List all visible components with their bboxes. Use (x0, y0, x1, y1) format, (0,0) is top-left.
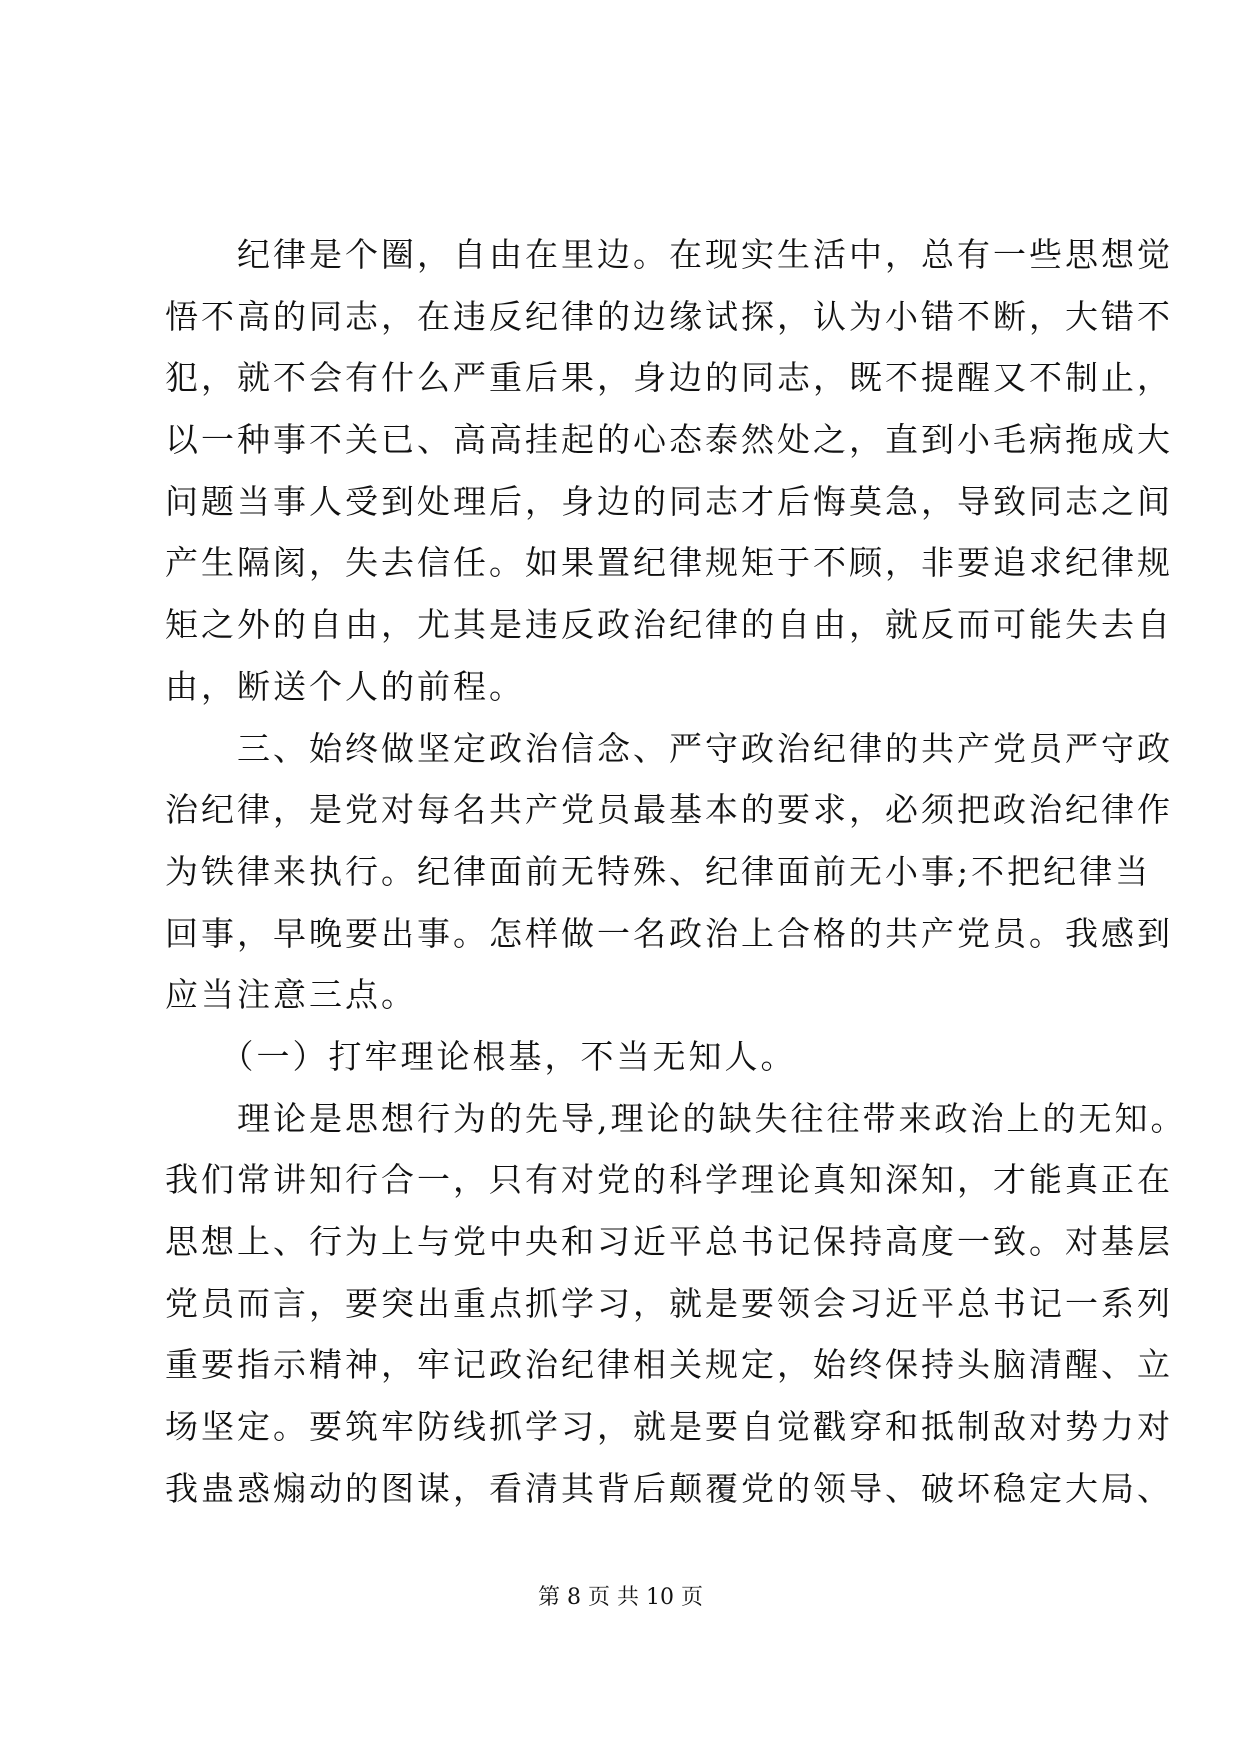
page-number-footer: 第 8 页 共 10 页 (538, 1585, 703, 1610)
text-line: 思想上、行为上与党中央和习近平总书记保持高度一致。对基层 (165, 1222, 1173, 1261)
text-line: 场坚定。要筑牢防线抓学习，就是要自觉戳穿和抵制敌对势力对 (165, 1407, 1173, 1447)
text-line: 党员而言，要突出重点抓学习，就是要领会习近平总书记一系列 (165, 1283, 1173, 1323)
text-line: 为铁律来执行。纪律面前无特殊、纪律面前无小事;不把纪律当 (165, 851, 1152, 891)
text-line: 我蛊惑煽动的图谋，看清其背后颠覆党的领导、破坏稳定大局、 (165, 1468, 1173, 1508)
text-line: 应当注意三点。 (165, 975, 417, 1015)
text-line: 产生隔阂，失去信任。如果置纪律规矩于不顾，非要追求纪律规 (165, 543, 1173, 583)
document-body (165, 224, 1187, 1519)
text-line: 重要指示精神，牢记政治纪律相关规定，始终保持头脑清醒、立 (165, 1345, 1173, 1385)
text-line: 纪律是个圈，自由在里边。在现实生活中，总有一些思想觉 (165, 235, 1173, 274)
text-line: 问题当事人受到处理后，身边的同志才后悔莫急，导致同志之间 (165, 481, 1173, 521)
text-line: 三、始终做坚定政治信念、严守政治纪律的共产党员严守政 (165, 728, 1173, 768)
text-line: 悟不高的同志，在违反纪律的边缘试探，认为小错不断，大错不 (165, 296, 1173, 336)
text-line: （一）打牢理论根基，不当无知人。 (165, 1036, 797, 1076)
text-line: 回事，早晚要出事。怎样做一名政治上合格的共产党员。我感到 (165, 913, 1173, 953)
text-line: 我们常讲知行合一，只有对党的科学理论真知深知，才能真正在 (165, 1160, 1173, 1200)
text-line: 治纪律，是党对每名共产党员最基本的要求，必须把政治纪律作 (165, 790, 1173, 830)
text-line: 矩之外的自由，尤其是违反政治纪律的自由，就反而可能失去自 (165, 605, 1173, 645)
text-line: 理论是思想行为的先导,理论的缺失往往带来政治上的无知。 (165, 1098, 1187, 1138)
text-line: 以一种事不关已、高高挂起的心态泰然处之，直到小毛病拖成大 (165, 420, 1173, 460)
text-line: 由，断送个人的前程。 (165, 666, 525, 706)
text-line: 犯，就不会有什么严重后果，身边的同志，既不提醒又不制止， (165, 358, 1173, 398)
